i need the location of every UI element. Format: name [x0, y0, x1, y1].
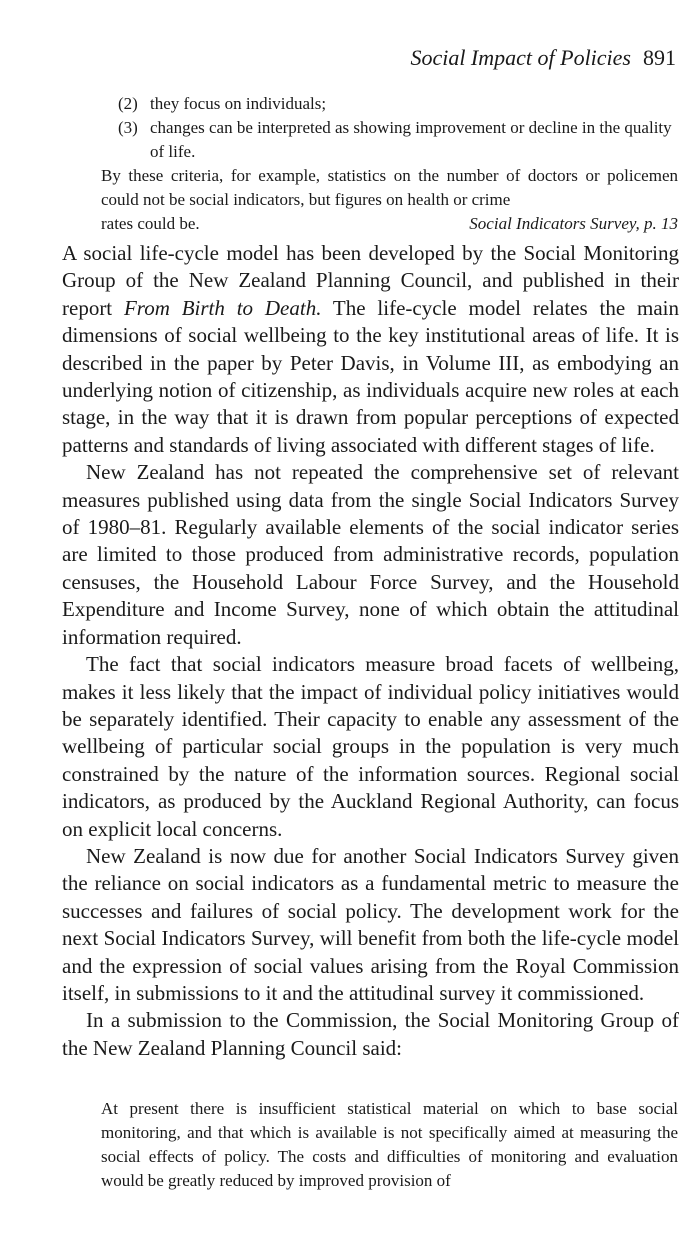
block-quote-criteria [101, 164, 678, 236]
paragraph-broad-facets: The fact that social indicators measure broad facets of wellbeing, makes it less likely that the impact of individual policy initiatives would be separately identified. Their capacity to enable any assessment of the wellbeing of particular social groups in the population is very much constrained by the nature of the information sources. Regional social indicators, as produced by the Auckland Regional Authority, can focus on explicit local concerns. [62, 652, 679, 841]
criteria-list [118, 92, 678, 164]
list-item-text: they focus on individuals; [150, 94, 327, 113]
list-item-text: changes can be interpreted as showing improvement or decline in the quality of life. [150, 118, 672, 161]
quote-text: At present there is insufficient statistical material on which to base social monitoring, and that which is available is not specifically aimed at measuring the social effects of policy. The costs and difficulties of monitoring and evaluation would be greatly reduced by improved provision of [101, 1099, 678, 1190]
quote-source: Social Indicators Survey, p. 13 [469, 214, 678, 233]
block-quote-submission [101, 1097, 678, 1193]
report-title: From Birth to Death. [123, 295, 322, 320]
quote-text-end: rates could be. [101, 214, 200, 233]
list-item-number: (3) [118, 118, 138, 137]
list-item [118, 92, 678, 116]
quote-text: By these criteria, for example, statistics on the number of doctors or policemen could not be social indicators, but figures on health or crime [101, 166, 678, 209]
paragraph-submission: In a submission to the Commission, the Social Monitoring Group of the New Zealand Planning Council said: [62, 1008, 679, 1060]
paragraph-text: The life-cycle model relates the main dimensions of social wellbeing to the key institutional areas of life. It is described in the paper by Peter Davis, in Volume III, as embodying an underlying notion of citizenship, as individuals acquire new roles at each stage, in the way that it is drawn from popular perceptions of expected patterns and standards of living associated with different stages of life. [62, 295, 679, 457]
running-head [410, 44, 676, 72]
body-text [62, 240, 679, 1062]
list-item [118, 116, 678, 164]
paragraph-next-survey: New Zealand is now due for another Social Indicators Survey given the reliance on social indicators as a fundamental metric to measure the successes and failures of social policy. The development work for the next Social Indicators Survey, will benefit from both the life-cycle model and the expression of social values arising from the Royal Commission itself, in submissions to it and the attitudinal survey it commissioned. [62, 843, 679, 1005]
page-number: 891 [643, 45, 676, 70]
paragraph-text: A social life-cycle model has been developed by the Social Monitoring Group of the New Zealand Planning Council, and published in their report [62, 241, 679, 320]
quote-last-line [101, 212, 678, 236]
list-item-number: (2) [118, 94, 138, 113]
paragraph-life-cycle-model [62, 240, 679, 459]
running-head-title: Social Impact of Policies [410, 45, 631, 70]
paragraph-survey-measures: New Zealand has not repeated the comprehensive set of relevant measures published using data from the single Social Indicators Survey of 1980–81. Regularly available elements of the social indicator series are limited to those produced from administrative records, population censuses, the Household Labour Force Survey, and the Household Expenditure and Income Survey, none of which obtain the attitudinal information required. [62, 460, 679, 649]
